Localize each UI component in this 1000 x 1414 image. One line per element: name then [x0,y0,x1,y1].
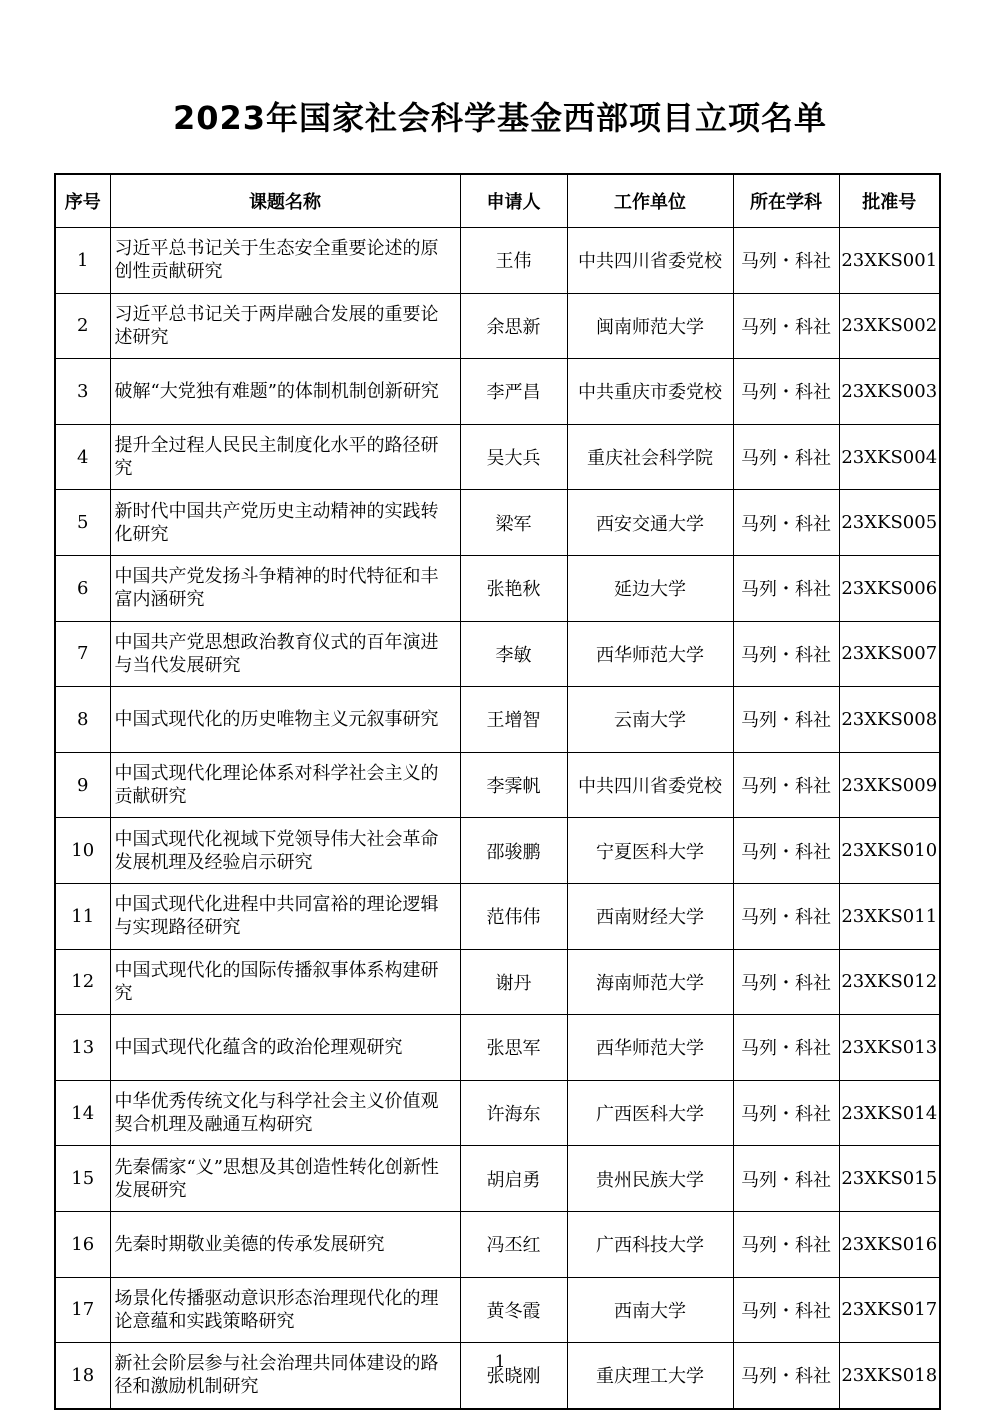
table-row [55,752,940,818]
cell-approval: 23XKS018 [839,1343,940,1409]
header-applicant: 申请人 [460,174,567,228]
cell-unit: 广西医科大学 [567,1080,733,1146]
cell-approval: 23XKS004 [839,424,940,490]
cell-unit: 西南大学 [567,1277,733,1343]
cell-title: 中国共产党发扬斗争精神的时代特征和丰富内涵研究 [110,555,460,621]
cell-discipline: 马列・科社 [733,621,839,687]
cell-unit: 中共四川省委党校 [567,752,733,818]
cell-title: 习近平总书记关于生态安全重要论述的原创性贡献研究 [110,228,460,294]
cell-no: 2 [55,293,110,359]
cell-title: 中国式现代化视域下党领导伟大社会革命发展机理及经验启示研究 [110,818,460,884]
cell-no: 1 [55,228,110,294]
table-row [55,883,940,949]
header-approval: 批准号 [839,174,940,228]
cell-discipline: 马列・科社 [733,1211,839,1277]
cell-unit: 中共四川省委党校 [567,228,733,294]
table-row [55,687,940,753]
cell-applicant: 李霁帆 [460,752,567,818]
cell-title: 习近平总书记关于两岸融合发展的重要论述研究 [110,293,460,359]
cell-unit: 西南财经大学 [567,883,733,949]
cell-title: 新社会阶层参与社会治理共同体建设的路径和激励机制研究 [110,1343,460,1409]
cell-unit: 中共重庆市委党校 [567,359,733,425]
cell-title: 中国式现代化的国际传播叙事体系构建研究 [110,949,460,1015]
table-row [55,293,940,359]
cell-no: 15 [55,1146,110,1212]
cell-title: 中国共产党思想政治教育仪式的百年演进与当代发展研究 [110,621,460,687]
cell-approval: 23XKS009 [839,752,940,818]
cell-applicant: 余思新 [460,293,567,359]
cell-title: 中华优秀传统文化与科学社会主义价值观契合机理及融通互构研究 [110,1080,460,1146]
cell-discipline: 马列・科社 [733,293,839,359]
project-list-table [54,173,941,1410]
cell-approval: 23XKS005 [839,490,940,556]
cell-approval: 23XKS012 [839,949,940,1015]
cell-title: 场景化传播驱动意识形态治理现代化的理论意蕴和实践策略研究 [110,1277,460,1343]
cell-approval: 23XKS015 [839,1146,940,1212]
cell-title: 提升全过程人民民主制度化水平的路径研究 [110,424,460,490]
cell-no: 18 [55,1343,110,1409]
cell-title: 新时代中国共产党历史主动精神的实践转化研究 [110,490,460,556]
cell-unit: 西华师范大学 [567,621,733,687]
cell-no: 11 [55,883,110,949]
table-row [55,818,940,884]
table-row [55,490,940,556]
cell-title: 中国式现代化进程中共同富裕的理论逻辑与实现路径研究 [110,883,460,949]
cell-title: 中国式现代化理论体系对科学社会主义的贡献研究 [110,752,460,818]
cell-applicant: 李敏 [460,621,567,687]
cell-no: 10 [55,818,110,884]
cell-discipline: 马列・科社 [733,883,839,949]
header-discipline: 所在学科 [733,174,839,228]
cell-applicant: 梁军 [460,490,567,556]
cell-discipline: 马列・科社 [733,687,839,753]
cell-discipline: 马列・科社 [733,1146,839,1212]
cell-applicant: 胡启勇 [460,1146,567,1212]
table-row [55,1080,940,1146]
table-row [55,949,940,1015]
cell-discipline: 马列・科社 [733,359,839,425]
cell-approval: 23XKS007 [839,621,940,687]
cell-unit: 海南师范大学 [567,949,733,1015]
cell-no: 6 [55,555,110,621]
cell-discipline: 马列・科社 [733,555,839,621]
cell-discipline: 马列・科社 [733,818,839,884]
cell-approval: 23XKS001 [839,228,940,294]
cell-discipline: 马列・科社 [733,490,839,556]
cell-unit: 云南大学 [567,687,733,753]
header-title: 课题名称 [110,174,460,228]
table-row [55,555,940,621]
cell-discipline: 马列・科社 [733,1080,839,1146]
cell-discipline: 马列・科社 [733,228,839,294]
cell-no: 13 [55,1015,110,1081]
cell-unit: 闽南师范大学 [567,293,733,359]
cell-approval: 23XKS013 [839,1015,940,1081]
header-no: 序号 [55,174,110,228]
cell-approval: 23XKS017 [839,1277,940,1343]
cell-unit: 西华师范大学 [567,1015,733,1081]
cell-no: 16 [55,1211,110,1277]
cell-title: 先秦儒家“义”思想及其创造性转化创新性发展研究 [110,1146,460,1212]
cell-applicant: 张艳秋 [460,555,567,621]
cell-unit: 宁夏医科大学 [567,818,733,884]
cell-title: 中国式现代化蕴含的政治伦理观研究 [110,1015,460,1081]
cell-approval: 23XKS006 [839,555,940,621]
cell-discipline: 马列・科社 [733,1343,839,1409]
cell-unit: 广西科技大学 [567,1211,733,1277]
cell-approval: 23XKS016 [839,1211,940,1277]
cell-unit: 重庆理工大学 [567,1343,733,1409]
cell-no: 14 [55,1080,110,1146]
cell-approval: 23XKS002 [839,293,940,359]
table-row [55,1015,940,1081]
table-row [55,1146,940,1212]
cell-applicant: 张思军 [460,1015,567,1081]
table-header-row [55,174,940,228]
cell-applicant: 张晓刚 [460,1343,567,1409]
cell-applicant: 范伟伟 [460,883,567,949]
cell-applicant: 邵骏鹏 [460,818,567,884]
cell-approval: 23XKS008 [839,687,940,753]
cell-no: 5 [55,490,110,556]
cell-unit: 贵州民族大学 [567,1146,733,1212]
cell-discipline: 马列・科社 [733,949,839,1015]
table-row [55,1211,940,1277]
cell-applicant: 谢丹 [460,949,567,1015]
cell-no: 17 [55,1277,110,1343]
cell-no: 9 [55,752,110,818]
cell-applicant: 冯丕红 [460,1211,567,1277]
cell-discipline: 马列・科社 [733,424,839,490]
cell-approval: 23XKS003 [839,359,940,425]
table-row [55,424,940,490]
cell-discipline: 马列・科社 [733,752,839,818]
cell-unit: 重庆社会科学院 [567,424,733,490]
cell-no: 12 [55,949,110,1015]
cell-title: 破解“大党独有难题”的体制机制创新研究 [110,359,460,425]
cell-title: 中国式现代化的历史唯物主义元叙事研究 [110,687,460,753]
page-number: 1 [494,1352,506,1372]
table-row [55,359,940,425]
table-body [55,228,940,1409]
cell-no: 7 [55,621,110,687]
cell-discipline: 马列・科社 [733,1277,839,1343]
cell-no: 4 [55,424,110,490]
cell-unit: 延边大学 [567,555,733,621]
table-row [55,1277,940,1343]
cell-approval: 23XKS010 [839,818,940,884]
table-row [55,621,940,687]
cell-title: 先秦时期敬业美德的传承发展研究 [110,1211,460,1277]
cell-no: 8 [55,687,110,753]
header-unit: 工作单位 [567,174,733,228]
cell-applicant: 王伟 [460,228,567,294]
cell-applicant: 吴大兵 [460,424,567,490]
cell-unit: 西安交通大学 [567,490,733,556]
table-row [55,228,940,294]
cell-approval: 23XKS011 [839,883,940,949]
cell-applicant: 许海东 [460,1080,567,1146]
cell-discipline: 马列・科社 [733,1015,839,1081]
cell-applicant: 黄冬霞 [460,1277,567,1343]
cell-applicant: 李严昌 [460,359,567,425]
cell-no: 3 [55,359,110,425]
page-title: 2023年国家社会科学基金西部项目立项名单 [172,99,828,137]
cell-approval: 23XKS014 [839,1080,940,1146]
cell-applicant: 王增智 [460,687,567,753]
